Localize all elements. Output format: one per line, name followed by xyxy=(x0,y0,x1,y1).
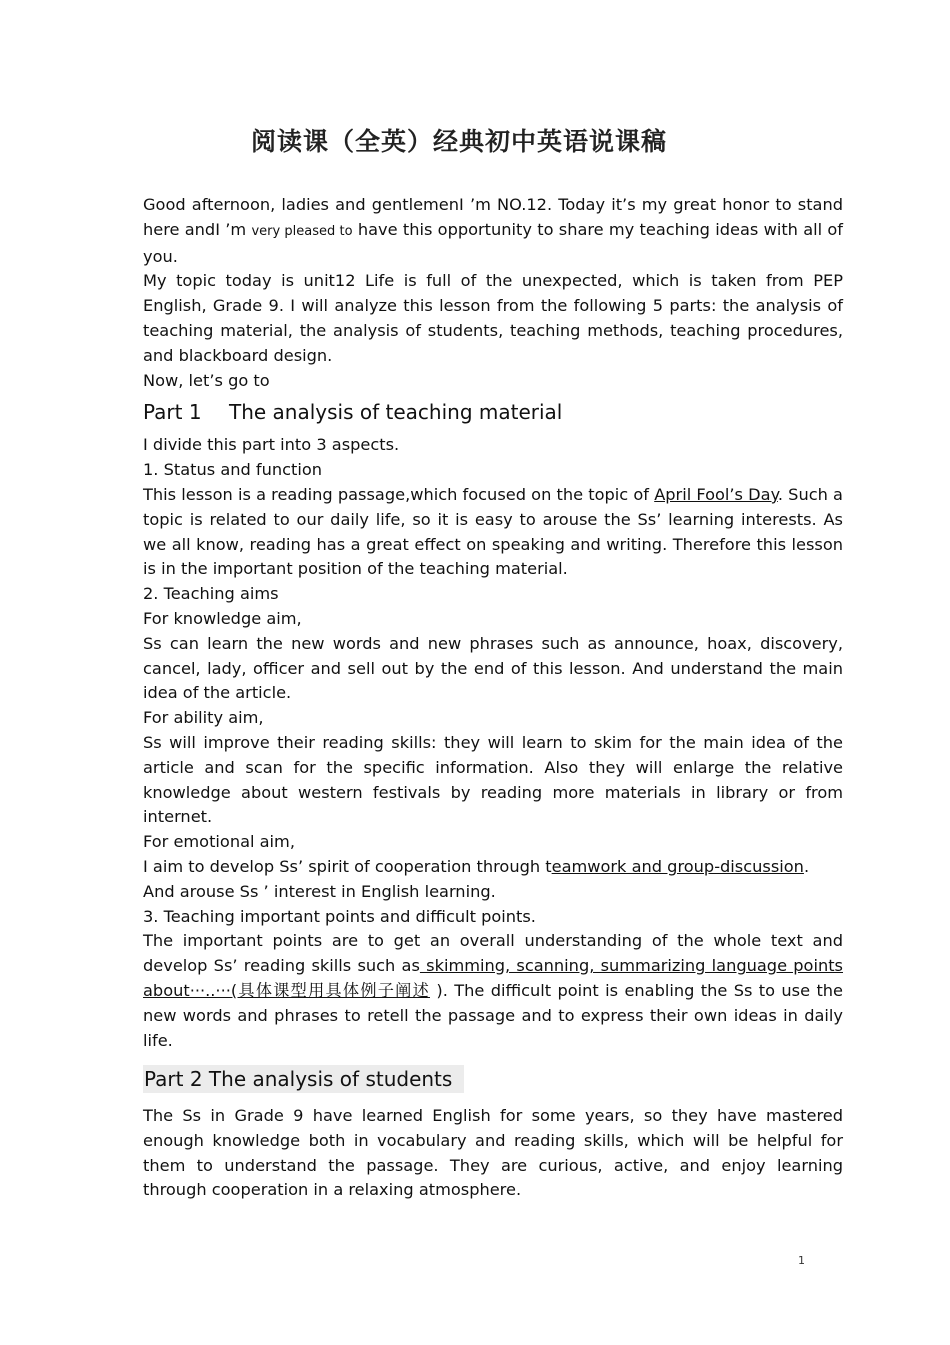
knowledge-aim-label: For knowledge aim, xyxy=(143,608,302,628)
section1-paragraph xyxy=(143,483,843,582)
emotional-text-b: . xyxy=(803,856,810,876)
intro-text-b: have this opportunity to share my teaching ideas with all of you. xyxy=(143,219,843,266)
section3-text-a: The important points are to get an overall understanding of the whole text and develop Ss’ reading skills such as xyxy=(143,931,843,976)
intro-paragraph-topic: My topic today is unit12 Life is full of the unexpected, which is taken from PEP English, Grade 9. I will analyze this lesson from the following 5 parts: the analysis of teaching material, the analysis of students, teaching methods, teaching procedures, and blackboard design. xyxy=(143,271,843,365)
part2-heading: Part 2 The analysis of students xyxy=(143,1065,464,1093)
part1-heading xyxy=(143,399,843,425)
ability-aim-label: For ability aim, xyxy=(143,708,264,728)
intro-text-small: very pleased to xyxy=(251,223,353,239)
document-body xyxy=(143,193,843,1203)
part1-number: Part 1 xyxy=(143,400,202,425)
intro-paragraph-transition: Now, let’s go to xyxy=(143,370,270,390)
emotional-text-a: I aim to develop Ss’ spirit of cooperation through t xyxy=(143,856,552,876)
emotional-aim-label: For emotional aim, xyxy=(143,832,295,852)
section1-topic-underlined: April Fool’s Day xyxy=(654,484,778,504)
section3-title: 3. Teaching important points and difficult points. xyxy=(143,906,536,926)
section2-title: 2. Teaching aims xyxy=(143,584,279,604)
emotional-aim-text xyxy=(143,855,843,880)
part1-title: The analysis of teaching material xyxy=(229,400,563,425)
section1-title: 1. Status and function xyxy=(143,460,323,480)
part2-heading-wrap xyxy=(143,1065,843,1094)
intro-text-a: Good afternoon, ladies and gentlemenI ’m NO.12. Today it’s my great honor to stand here andI ’m xyxy=(143,195,843,239)
part1-divide-text: I divide this part into 3 aspects. xyxy=(143,435,400,455)
part2-paragraph: The Ss in Grade 9 have learned English for some years, so they have mastered enough knowledge both in vocabulary and reading skills, which will be helpful for them to understand the passage. They are curious, active, and enjoy learning through cooperation in a relaxing atmosphere. xyxy=(143,1106,843,1200)
emotional-aim-text-2: And arouse Ss ’ interest in English learning. xyxy=(143,881,496,901)
section1-text-a: This lesson is a reading passage,which focused on the topic of xyxy=(143,484,655,504)
ability-aim-text: Ss will improve their reading skills: they will learn to skim for the main idea of the article and scan for the specific information. Also they will enlarge the relative knowledge about western festivals by reading more materials in library or from internet. xyxy=(143,732,843,827)
section3-text-b: ). The difficult point is enabling the Ss to use the new words and phrases to retell the passage and to express their own ideas in daily life. xyxy=(143,980,844,1050)
section1-text-b: . Such a topic is related to our daily life, so it is easy to arouse the Ss’ learning interests. As we all know, reading has a great effect on speaking and writing. Therefore this lesson is in the important position of the teaching material. xyxy=(143,484,843,579)
emotional-text-underlined: eamwork and group-discussion xyxy=(551,856,804,876)
section3-paragraph xyxy=(143,929,843,1053)
document-title: 阅读课（全英）经典初中英语说课稿 xyxy=(250,127,667,156)
knowledge-aim-text: Ss can learn the new words and new phrases such as announce, hoax, discovery, cancel, lady, officer and sell out by the end of this lesson. And understand the main idea of the article. xyxy=(143,633,843,703)
section3-text-underlined: skimming, scanning, summarizing language points about···..···(具体课型用具体例子阐述 xyxy=(143,956,843,1000)
page-number: 1 xyxy=(798,1254,805,1267)
intro-paragraph-greeting xyxy=(143,193,843,269)
